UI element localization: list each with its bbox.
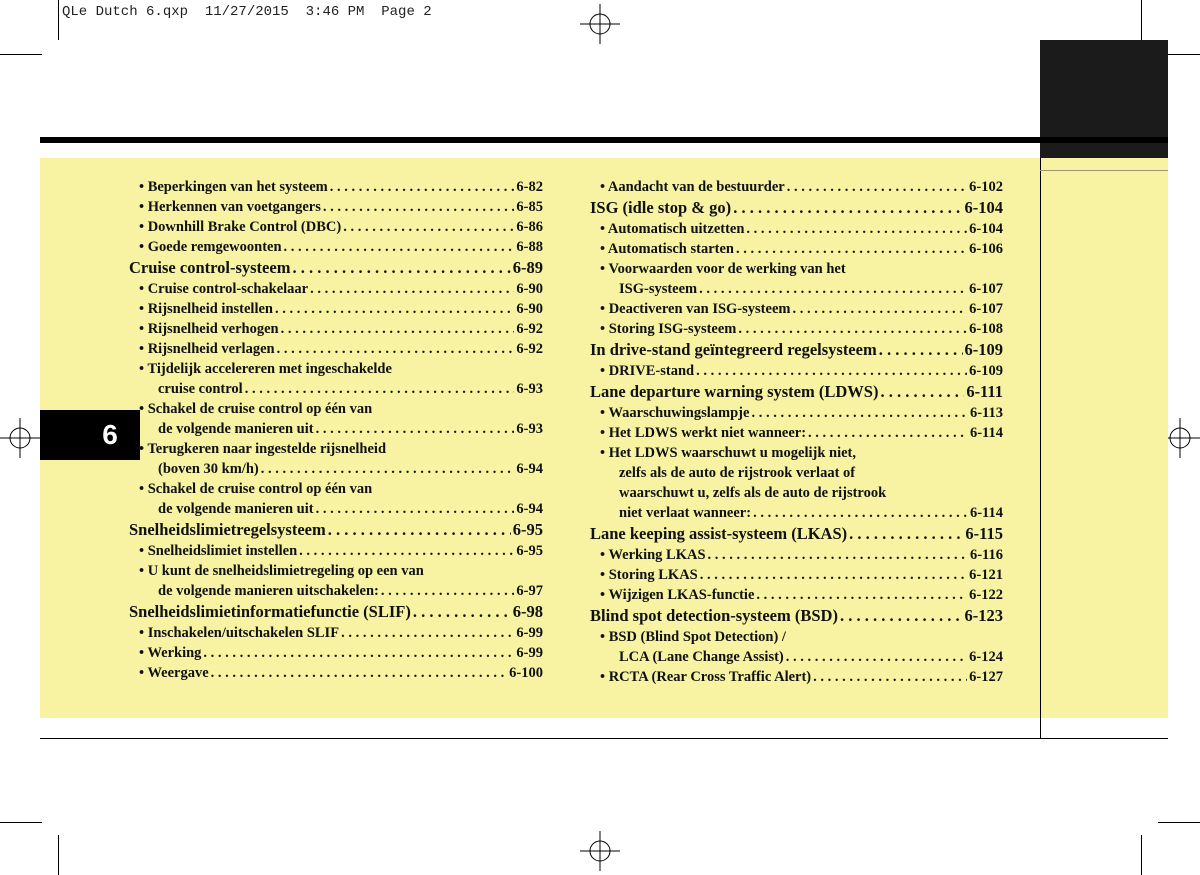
- crop-mark: [0, 54, 42, 55]
- toc-heading-entry[interactable]: [590, 338, 1003, 360]
- dot-leader: [699, 281, 967, 298]
- toc-entry-label: • Inschakelen/uitschakelen SLIF: [139, 625, 340, 641]
- dot-leader: [381, 583, 515, 600]
- toc-entry-label: • Terugkeren naar ingestelde rijsnelheid: [139, 441, 387, 457]
- toc-page-number: 6-94: [516, 501, 543, 517]
- dot-leader: [733, 198, 962, 218]
- toc-page-number: 6-107: [969, 301, 1003, 317]
- dot-leader: [808, 425, 968, 442]
- dot-leader: [756, 587, 967, 604]
- toc-entry-label: • Deactiveren van ISG-systeem: [600, 301, 791, 317]
- toc-page-number: 6-95: [516, 543, 543, 559]
- toc-entry-label: • DRIVE-stand: [600, 363, 695, 379]
- toc-entry[interactable]: [590, 544, 1003, 564]
- toc-entry-label: Lane departure warning system (LDWS): [590, 382, 879, 401]
- toc-entry-label: niet verlaat wanneer:: [619, 505, 752, 521]
- toc-entry[interactable]: [590, 218, 1003, 238]
- toc-entry-label: • Werking LKAS: [600, 547, 706, 563]
- toc-entry[interactable]: [590, 482, 1003, 502]
- toc-heading-entry[interactable]: [590, 380, 1003, 402]
- toc-page-number: 6-109: [964, 340, 1003, 359]
- dot-leader: [211, 665, 508, 682]
- toc-entry-label: • Storing ISG-systeem: [600, 321, 737, 337]
- dot-leader: [310, 281, 514, 298]
- toc-entry[interactable]: [129, 438, 543, 458]
- toc-heading-entry[interactable]: [590, 196, 1003, 218]
- toc-entry-label: • U kunt de snelheidslimietregeling op een van: [139, 563, 424, 579]
- print-slug: QLe Dutch 6.qxp 11/27/2015 3:46 PM Page 2: [62, 4, 432, 20]
- toc-entry-label: • Cruise control-schakelaar: [139, 281, 309, 297]
- toc-page-number: 6-122: [969, 587, 1003, 603]
- toc-entry-label: In drive-stand geïntegreerd regelsysteem: [590, 340, 877, 359]
- toc-entry-label: • Snelheidslimiet instellen: [139, 543, 298, 559]
- toc-entry[interactable]: [590, 298, 1003, 318]
- registration-mark-icon: [580, 4, 620, 44]
- dot-leader: [316, 421, 515, 438]
- toc-page-number: 6-99: [516, 625, 543, 641]
- toc-entry-label: • Automatisch starten: [600, 241, 734, 257]
- toc-page-number: 6-127: [969, 669, 1003, 685]
- toc-entry[interactable]: [129, 478, 543, 498]
- toc-entry-label: (boven 30 km/h): [158, 461, 259, 477]
- toc-entry-label: • Rijsnelheid instellen: [139, 301, 273, 317]
- toc-entry-label: • Het LDWS waarschuwt u mogelijk niet,: [600, 445, 857, 461]
- toc-entry-label: • Goede remgewoonten: [139, 239, 282, 255]
- toc-entry-label: • Wijzigen LKAS-functie: [600, 587, 755, 603]
- toc-entry-label: Blind spot detection-systeem (BSD): [590, 606, 838, 625]
- toc-right-column: [590, 176, 1003, 686]
- toc-entry[interactable]: [129, 398, 543, 418]
- toc-heading-entry[interactable]: [590, 604, 1003, 626]
- toc-page-number: 6-85: [516, 199, 543, 215]
- dot-leader: [245, 381, 515, 398]
- toc-entry-label: de volgende manieren uit: [158, 501, 314, 517]
- toc-page-number: 6-100: [509, 665, 543, 681]
- dot-leader: [292, 258, 510, 278]
- dot-leader: [746, 221, 967, 238]
- toc-entry[interactable]: [590, 462, 1003, 482]
- dot-leader: [341, 625, 514, 642]
- toc-entry[interactable]: [590, 646, 1003, 666]
- toc-entry-label: • Tijdelijk accelereren met ingeschakelde: [139, 361, 392, 377]
- crop-mark: [0, 822, 42, 823]
- dot-leader: [277, 341, 515, 358]
- toc-entry-label: • Voorwaarden voor de werking van het: [600, 261, 846, 277]
- toc-entry-label: de volgende manieren uitschakelen:: [158, 583, 379, 599]
- toc-page-number: 6-92: [516, 341, 543, 357]
- toc-page-number: 6-113: [969, 405, 1003, 421]
- toc-page-number: 6-94: [516, 461, 543, 477]
- toc-entry[interactable]: [590, 666, 1003, 686]
- toc-page-number: 6-124: [969, 649, 1003, 665]
- crop-mark: [58, 835, 59, 875]
- crop-mark: [1141, 835, 1142, 875]
- toc-page-number: 6-82: [516, 179, 543, 195]
- toc-entry[interactable]: [129, 298, 543, 318]
- dot-leader: [708, 547, 968, 564]
- toc-page-number: 6-99: [516, 645, 543, 661]
- toc-entry-label: • Schakel de cruise control op één van: [139, 401, 373, 417]
- toc-entry-label: waarschuwt u, zelfs als de auto de rijstrook: [619, 485, 887, 501]
- dot-leader: [323, 199, 515, 216]
- toc-entry[interactable]: [129, 560, 543, 580]
- dot-leader: [849, 524, 963, 544]
- toc-entry[interactable]: [590, 360, 1003, 380]
- toc-entry[interactable]: [129, 236, 543, 256]
- toc-page-number: 6-98: [512, 602, 543, 621]
- toc-entry[interactable]: [590, 238, 1003, 258]
- toc-page-number: 6-108: [969, 321, 1003, 337]
- toc-entry[interactable]: [590, 402, 1003, 422]
- dot-leader: [316, 501, 515, 518]
- toc-page-number: 6-97: [516, 583, 543, 599]
- dot-leader: [281, 321, 515, 338]
- divider-line: [1040, 158, 1041, 738]
- toc-page-number: 6-123: [964, 606, 1003, 625]
- dot-leader: [328, 520, 511, 540]
- toc-entry[interactable]: [129, 498, 543, 518]
- toc-left-column: [129, 176, 543, 682]
- dot-leader: [203, 645, 514, 662]
- toc-entry[interactable]: [590, 442, 1003, 462]
- toc-entry[interactable]: [129, 318, 543, 338]
- toc-page-number: 6-109: [969, 363, 1003, 379]
- dot-leader: [284, 239, 515, 256]
- toc-entry-label: • Downhill Brake Control (DBC): [139, 219, 342, 235]
- toc-heading-entry[interactable]: [129, 256, 543, 278]
- toc-entry[interactable]: [590, 502, 1003, 522]
- dot-leader: [275, 301, 514, 318]
- dot-leader: [751, 405, 968, 422]
- dot-leader: [343, 219, 514, 236]
- dot-leader: [787, 179, 967, 196]
- toc-entry[interactable]: [129, 176, 543, 196]
- crop-mark: [1141, 0, 1142, 40]
- toc-entry-label: Cruise control-systeem: [129, 258, 291, 277]
- toc-entry[interactable]: [129, 580, 543, 600]
- toc-entry-label: cruise control: [158, 381, 243, 397]
- chapter-number: 6: [102, 419, 118, 450]
- toc-page-number: 6-111: [966, 382, 1003, 401]
- toc-entry-label: • Werking: [139, 645, 202, 661]
- toc-page-number: 6-106: [969, 241, 1003, 257]
- toc-entry-label: • Waarschuwingslampje: [600, 405, 750, 421]
- toc-entry-label: • Aandacht van de bestuurder: [600, 179, 785, 195]
- toc-entry[interactable]: [129, 278, 543, 298]
- toc-page-number: 6-114: [969, 505, 1003, 521]
- dot-leader: [738, 321, 967, 338]
- toc-page-number: 6-93: [516, 421, 543, 437]
- toc-page-number: 6-90: [516, 281, 543, 297]
- toc-heading-entry[interactable]: [590, 522, 1003, 544]
- toc-page-number: 6-102: [969, 179, 1003, 195]
- toc-entry[interactable]: [129, 378, 543, 398]
- toc-page-number: 6-95: [512, 520, 543, 539]
- toc-page-number: 6-115: [965, 524, 1003, 543]
- toc-page-number: 6-92: [516, 321, 543, 337]
- toc-heading-entry[interactable]: [129, 518, 543, 540]
- toc-entry[interactable]: [590, 626, 1003, 646]
- toc-entry[interactable]: [129, 662, 543, 682]
- toc-entry[interactable]: [129, 418, 543, 438]
- dot-leader: [786, 649, 967, 666]
- toc-entry-label: • Beperkingen van het systeem: [139, 179, 328, 195]
- toc-entry[interactable]: [129, 196, 543, 216]
- toc-entry[interactable]: [129, 458, 543, 478]
- dot-leader: [696, 363, 967, 380]
- toc-entry-label: ISG-systeem: [619, 281, 698, 297]
- toc-entry-label: Snelheidslimietinformatiefunctie (SLIF): [129, 602, 411, 621]
- toc-entry-label: de volgende manieren uit: [158, 421, 314, 437]
- toc-page-number: 6-89: [512, 258, 543, 277]
- dot-leader: [792, 301, 967, 318]
- toc-page-number: 6-114: [969, 425, 1003, 441]
- toc-entry-label: • Rijsnelheid verlagen: [139, 341, 275, 357]
- toc-entry-label: zelfs als de auto de rijstrook verlaat of: [619, 465, 856, 481]
- chapter-tab: [40, 410, 140, 460]
- divider-line: [1040, 170, 1168, 171]
- dot-leader: [840, 606, 963, 626]
- dot-leader: [261, 461, 515, 478]
- crop-mark: [1158, 822, 1200, 823]
- registration-mark-icon: [0, 418, 40, 458]
- toc-page-number: 6-88: [516, 239, 543, 255]
- toc-entry[interactable]: [590, 584, 1003, 604]
- toc-entry-label: Lane keeping assist-systeem (LKAS): [590, 524, 848, 543]
- dot-leader: [880, 382, 964, 402]
- toc-entry[interactable]: [129, 358, 543, 378]
- dot-leader: [813, 669, 967, 686]
- toc-entry-label: • Weergave: [139, 665, 209, 681]
- toc-entry[interactable]: [590, 258, 1003, 278]
- dot-leader: [299, 543, 514, 560]
- toc-entry-label: • Automatisch uitzetten: [600, 221, 745, 237]
- toc-page-number: 6-90: [516, 301, 543, 317]
- side-strip: [1040, 158, 1168, 718]
- toc-entry[interactable]: [129, 622, 543, 642]
- toc-page-number: 6-86: [516, 219, 543, 235]
- toc-entry-label: • Storing LKAS: [600, 567, 698, 583]
- dot-leader: [753, 505, 968, 522]
- toc-entry-label: • Het LDWS werkt niet wanneer:: [600, 425, 807, 441]
- dot-leader: [736, 241, 967, 258]
- dot-leader: [700, 567, 967, 584]
- top-rule: [40, 137, 1168, 143]
- toc-page-number: 6-121: [969, 567, 1003, 583]
- toc-entry-label: LCA (Lane Change Assist): [619, 649, 784, 665]
- toc-page-number: 6-107: [969, 281, 1003, 297]
- toc-entry[interactable]: [129, 338, 543, 358]
- toc-page-number: 6-116: [969, 547, 1003, 563]
- toc-entry[interactable]: [129, 216, 543, 236]
- toc-entry-label: • RCTA (Rear Cross Traffic Alert): [600, 669, 812, 685]
- toc-entry-label: ISG (idle stop & go): [590, 198, 732, 217]
- dot-leader: [330, 179, 515, 196]
- toc-entry[interactable]: [590, 422, 1003, 442]
- toc-page-number: 6-104: [969, 221, 1003, 237]
- toc-entry[interactable]: [129, 540, 543, 560]
- toc-entry[interactable]: [129, 642, 543, 662]
- toc-page-number: 6-104: [964, 198, 1003, 217]
- toc-entry[interactable]: [590, 564, 1003, 584]
- toc-entry-label: • BSD (Blind Spot Detection) /: [600, 629, 786, 645]
- toc-entry-label: • Schakel de cruise control op één van: [139, 481, 373, 497]
- toc-entry[interactable]: [590, 176, 1003, 196]
- dot-leader: [879, 340, 963, 360]
- toc-entry-label: • Rijsnelheid verhogen: [139, 321, 279, 337]
- toc-entry-label: Snelheidslimietregelsysteem: [129, 520, 326, 539]
- toc-entry[interactable]: [590, 278, 1003, 298]
- toc-entry[interactable]: [590, 318, 1003, 338]
- crop-mark: [58, 0, 59, 40]
- toc-entry-label: • Herkennen van voetgangers: [139, 199, 321, 215]
- toc-page-number: 6-93: [516, 381, 543, 397]
- registration-mark-icon: [580, 831, 620, 871]
- bottom-rule: [40, 738, 1168, 739]
- toc-heading-entry[interactable]: [129, 600, 543, 622]
- dot-leader: [413, 602, 511, 622]
